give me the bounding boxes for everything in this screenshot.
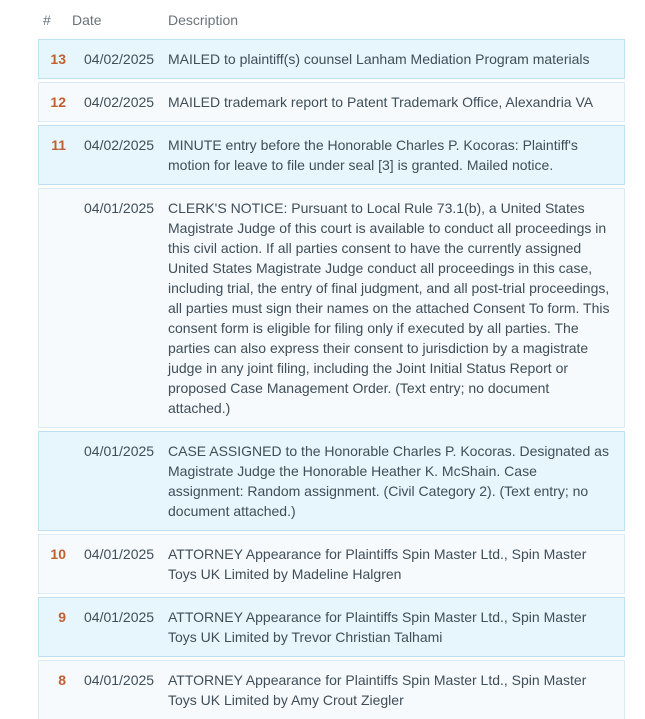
docket-entry-row [38,597,625,657]
entry-number-link[interactable]: 11 [51,137,66,153]
entry-description: ATTORNEY Appearance for Plaintiffs Spin Master Ltd., Spin Master Toys UK Limited by Madeline Halgren [168,546,587,582]
entry-description: CASE ASSIGNED to the Honorable Charles P. Kocoras. Designated as Magistrate Judge the Honorable Heather K. McShain. Case assignment: Random assignment. (Civil Category 2). (Text entry; no document attached.) [168,443,609,519]
column-header-description: Description [168,12,239,28]
entry-description: CLERK'S NOTICE: Pursuant to Local Rule 73.1(b), a United States Magistrate Judge of this court is available to conduct all proceedings in this civil action. If all parties consent to have the currently assigned United States Magistrate Judge conduct all proceedings in this case, including trial, the entry of final judgment, and all post-trial proceedings, all parties must sign their names on the attached Consent To form. This consent form is eligible for filing only if executed by all parties. The parties can also express their consent to jurisdiction by a magistrate judge in any joint filing, including the Joint Initial Status Report or proposed Case Management Order. (Text entry; no document attached.) [168,200,610,416]
entry-number-link[interactable]: 8 [58,672,66,688]
entry-number-link[interactable]: 10 [50,546,66,562]
docket-entry-row [38,82,625,122]
entry-date: 04/01/2025 [84,443,155,459]
entry-date: 04/01/2025 [84,609,155,625]
column-header-date: Date [72,12,102,28]
docket-entry-row [38,39,625,79]
docket-entry-row [38,431,625,531]
column-header-number: # [43,12,51,28]
entry-date: 04/02/2025 [84,94,155,110]
docket-rows [38,39,625,719]
entry-number-link[interactable]: 13 [50,51,66,67]
docket-entry-row [38,125,625,185]
entry-description: ATTORNEY Appearance for Plaintiffs Spin Master Ltd., Spin Master Toys UK Limited by Trevor Christian Talhami [168,609,587,645]
entry-number-link[interactable]: 12 [50,94,66,110]
entry-date: 04/01/2025 [84,200,155,216]
entry-date: 04/01/2025 [84,672,155,688]
entry-date: 04/02/2025 [84,137,155,153]
entry-description: MAILED trademark report to Patent Trademark Office, Alexandria VA [168,94,594,110]
docket-table [38,8,625,719]
table-header-row [38,8,625,39]
entry-date: 04/01/2025 [84,546,155,562]
docket-entry-row [38,534,625,594]
entry-description: MINUTE entry before the Honorable Charles P. Kocoras: Plaintiff's motion for leave to file under seal [3] is granted. Mailed notice. [168,137,578,173]
docket-entry-row [38,188,625,428]
entry-description: MAILED to plaintiff(s) counsel Lanham Mediation Program materials [168,51,590,67]
entry-date: 04/02/2025 [84,51,155,67]
docket-entry-row [38,660,625,719]
entry-number-link[interactable]: 9 [58,609,66,625]
entry-description: ATTORNEY Appearance for Plaintiffs Spin Master Ltd., Spin Master Toys UK Limited by Amy Crout Ziegler [168,672,587,708]
